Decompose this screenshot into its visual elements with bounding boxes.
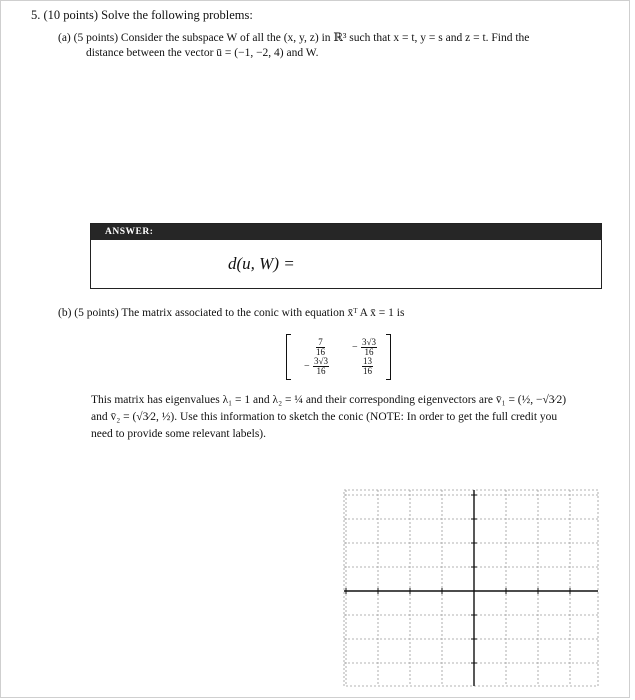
- conic-matrix: [286, 334, 391, 380]
- sketch-grid[interactable]: [340, 488, 602, 688]
- answer-expression: d(u, W) =: [228, 254, 295, 273]
- eigen-paragraph: [91, 392, 606, 443]
- part-a-line-1: (a) (5 points) Consider the subspace W of all the (x, y, z) in ℝ³ such that x = t, y = s and z = t. Find the: [58, 32, 530, 44]
- part-a-line-2: distance between the vector ū = (−1, −2, 4) and W.: [86, 47, 319, 59]
- part-a: [58, 31, 606, 61]
- matrix-a12-sign: −: [352, 342, 358, 353]
- matrix-a12: $\frac{3√3}{16}$: [362, 337, 376, 357]
- answer-header: ANSWER:: [91, 224, 601, 240]
- eigen-line-3: need to provide some relevant labels).: [91, 428, 266, 440]
- matrix-a11: $\frac{7}{16}$: [316, 337, 325, 357]
- grid-canvas[interactable]: [340, 488, 602, 688]
- matrix-left-bracket: [286, 334, 291, 380]
- matrix-a21-sign: −: [304, 361, 310, 372]
- matrix-a21: $\frac{3√3}{16}$: [314, 356, 328, 376]
- question-title: 5. (10 points) Solve the following problems:: [31, 8, 253, 22]
- eigen-line-2: and v̄₂ = (√3⁄2, ½). Use this information to sketch the conic (NOTE: In order to get the full credit you: [91, 411, 558, 423]
- part-b-line-1: (b) (5 points) The matrix associated to the conic with equation x̄ᵀ A x̄ = 1 is: [58, 307, 405, 319]
- matrix-a22: $\frac{13}{16}$: [363, 356, 372, 376]
- matrix-right-bracket: [386, 334, 391, 380]
- answer-box[interactable]: [90, 223, 602, 289]
- eigen-line-1: This matrix has eigenvalues λ₁ = 1 and λ₂ = ¼ and their corresponding eigenvectors are v̄₁ = (½, −√3⁄2): [91, 394, 567, 406]
